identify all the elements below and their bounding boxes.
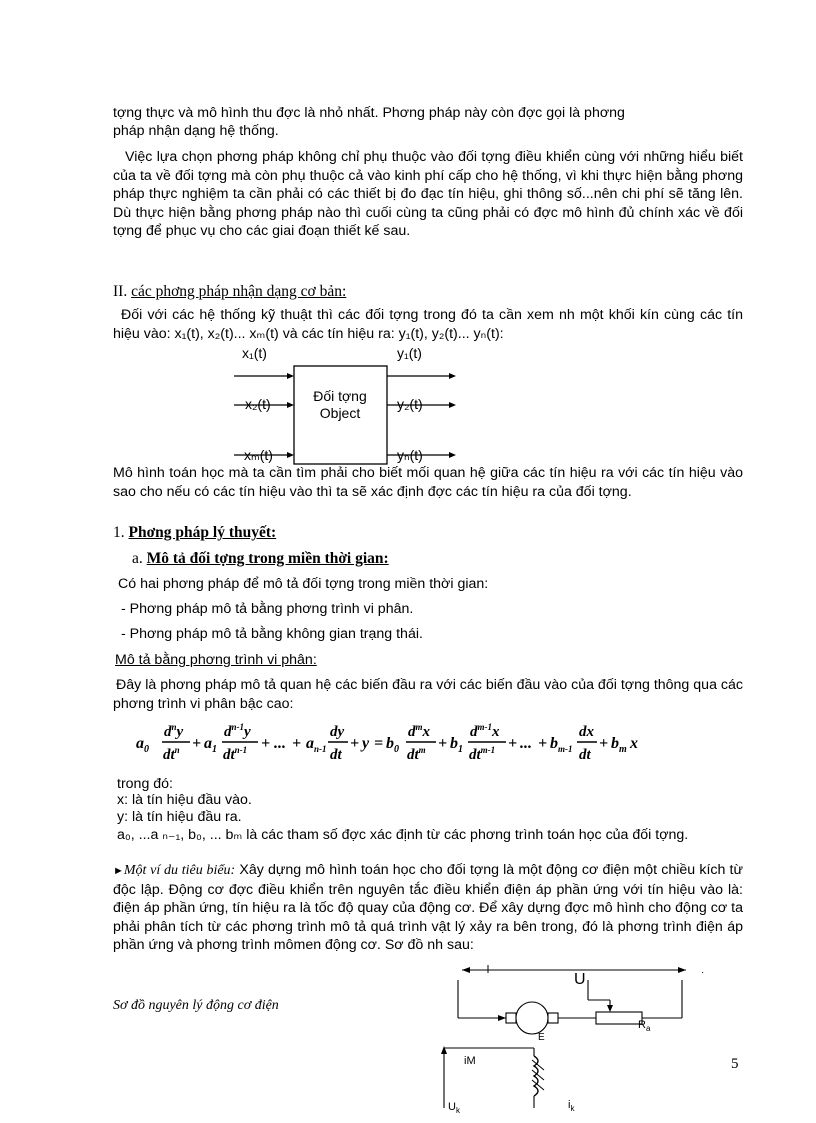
frac-2-num: $d^{n-1}y$ <box>224 722 251 740</box>
differential-equation <box>130 715 650 770</box>
plus-3: + <box>292 735 302 752</box>
plus-5: + <box>438 735 448 752</box>
example-lead: Một ví du tiêu biểu: <box>123 863 236 878</box>
frac-1-den: $dt^n$ <box>163 745 180 763</box>
output-label-y2: y₂(t) <box>397 396 423 412</box>
output-label-yn: yₙ(t) <box>397 447 423 463</box>
where-label: trong đó: <box>117 776 174 792</box>
coef-b1: $b_1$ <box>450 735 463 755</box>
input-label-xm: xₘ(t) <box>244 447 273 463</box>
subsection-1a-heading <box>132 550 389 568</box>
frac-4-num: $d^mx$ <box>408 722 431 740</box>
subsection-1a-title: Mô tả đối tợng trong miền thời gian: <box>146 550 389 567</box>
x-term: x <box>630 735 638 752</box>
frac-3-den: dt <box>330 747 342 763</box>
circuit-caption: Sơ đồ nguyên lý động cơ điện <box>113 998 279 1013</box>
coef-b0: $b_0$ <box>386 735 399 755</box>
plus-2: + <box>261 735 271 752</box>
plus-7: + <box>538 735 548 752</box>
where-y: y: là tín hiệu đầu ra. <box>117 809 242 825</box>
motor-circuit-diagram <box>436 960 716 1123</box>
where-x: x: là tín hiệu đầu vào. <box>117 792 252 808</box>
plus-1: + <box>192 735 202 752</box>
subsection-1a-letter: a. <box>132 550 147 567</box>
plus-6: + <box>508 735 518 752</box>
section-2-paragraph: Đối với các hệ thống kỹ thuật thì các đối tợng trong đó ta cần xem nh một khối kín cùng các tín hiệu vào: x₁(t), x₂(t)... xₘ(t) và các tín hiệu ra: y₁(t), y₂(t)... yₙ(t): <box>113 307 743 342</box>
intro-paragraph-2: Việc lựa chọn phơng pháp không chỉ phụ thuộc vào đối tợng điều khiển cùng với những hiểu biết của ta về đối tợng mà còn phụ thuộc cả vào kinh phí cấp cho hệ thống, vì khi thực hiện bằng phơng pháp thực nghiệm ta cần phải có các thiết bị đo đạc tín hiệu, ghi thông số...nên chi phí sẽ tăng lên. Dù thực hiện bằng phơng pháp nào thì cuối cùng ta cũng phải có đợc mô hình đủ chính xác về đối tợng để phục vụ cho các giai đoạn thiết kế sau. <box>113 149 743 239</box>
excitation-current-label: $i_k$ <box>568 1099 575 1113</box>
corner-dot: · <box>701 967 705 978</box>
frac-5-den: $dt^{m-1}$ <box>469 745 496 763</box>
coef-a0: $a_0$ <box>136 735 149 755</box>
excitation-voltage-label: $U_k$ <box>448 1101 460 1115</box>
input-label-x1: x₁(t) <box>242 345 267 361</box>
subsection-1-title: Phơng pháp lý thuyết: <box>128 524 277 541</box>
emf-label-E: E <box>538 1032 545 1043</box>
voltage-label-U: U <box>574 971 586 988</box>
coef-a1: $a_1$ <box>204 735 217 755</box>
diff-eq-subheading: Mô tả bằng phơng trình vi phân: <box>115 652 317 668</box>
pointer-icon: ► <box>113 865 124 877</box>
plus-8: + <box>599 735 609 752</box>
motor-symbol <box>516 1002 548 1034</box>
output-label-y1: y₁(t) <box>397 345 422 361</box>
page-number: 5 <box>731 1056 739 1072</box>
two-methods-intro: Có hai phơng pháp để mô tả đối tợng trong miền thời gian: <box>118 576 489 592</box>
subsection-1-heading <box>113 524 276 542</box>
frac-5-num: $d^{m-1}x$ <box>470 722 500 740</box>
example-paragraph <box>113 861 743 955</box>
resistor-label: $R_a$ <box>638 1019 651 1033</box>
example-text: Xây dựng mô hình toán học cho đối tợng là một động cơ điện một chiều kích từ độc lập. Động cơ đợc điều khiển trên nguyên tắc điều khiển điện áp phần ứng với tín hiệu vào là: điện áp phần ứng, tín hiệu ra là tốc độ quay của động cơ. Để xây dựng đợc mô hình cho động cơ ta phải phân tích từ các phơng trình mô tả quá trình vật lý xảy ra bên trong, đó là phơng trình điện áp phần ứng và phơng trình mômen động cơ. Sơ đồ nh sau: <box>113 862 743 953</box>
intro-line-1: tợng thực và mô hình thu đợc là nhỏ nhất. Phơng pháp này còn đợc gọi là phơng <box>113 105 625 121</box>
method-bullet-2: - Phơng pháp mô tả bằng không gian trạng thái. <box>121 626 423 642</box>
frac-6-num: dx <box>579 724 594 740</box>
coef-bm1: $b_{m-1}$ <box>550 735 573 754</box>
subsection-1-number: 1. <box>113 524 129 541</box>
intro-line-2: pháp nhận dạng hệ thống. <box>113 123 279 139</box>
section-2-title: các phơng pháp nhận dạng cơ bản: <box>131 283 347 300</box>
object-label-vn: Đối tợng <box>313 388 367 404</box>
where-params: a₀, ...a ₙ₋₁, b₀, ... bₘ là các tham số đợc xác định từ các phơng trình toán học của đối tợng. <box>117 827 689 843</box>
current-label-iM: iM <box>464 1055 476 1067</box>
object-label-en: Object <box>319 405 361 421</box>
block-diagram <box>228 340 478 470</box>
frac-2-den: $dt^{n-1}$ <box>223 745 248 763</box>
coef-bm: $b_m$ <box>611 735 627 755</box>
diff-eq-paragraph: Đây là phơng pháp mô tả quan hệ các biến đầu ra với các biến đầu vào của đối tợng thông qua các phơng trình vi phân bậc cao: <box>113 677 743 712</box>
armature-resistor <box>596 1012 642 1024</box>
coef-an1: $a_{n-1}$ <box>306 735 327 754</box>
frac-1-num: $d^ny$ <box>164 722 184 740</box>
frac-4-den: $dt^m$ <box>407 745 426 763</box>
y-term: y <box>362 735 370 752</box>
dots-2: ... <box>520 735 532 752</box>
frac-6-den: dt <box>579 747 591 763</box>
method-bullet-1: - Phơng pháp mô tả bằng phơng trình vi phân. <box>121 601 414 617</box>
section-2-number: II. <box>113 283 132 300</box>
section-2-heading <box>113 283 346 301</box>
equals-sign: = <box>374 735 384 752</box>
input-label-x2: x₂(t) <box>245 396 271 412</box>
model-paragraph: Mô hình toán học mà ta cần tìm phải cho biết mối quan hệ giữa các tín hiệu ra với các tín hiệu vào sao cho nếu có các tín hiệu vào thì ta sẽ xác định đợc các tín hiệu ra của đối tợng. <box>113 465 743 500</box>
plus-4: + <box>350 735 360 752</box>
frac-3-num: dy <box>330 724 345 740</box>
dots-1: ... <box>274 735 286 752</box>
